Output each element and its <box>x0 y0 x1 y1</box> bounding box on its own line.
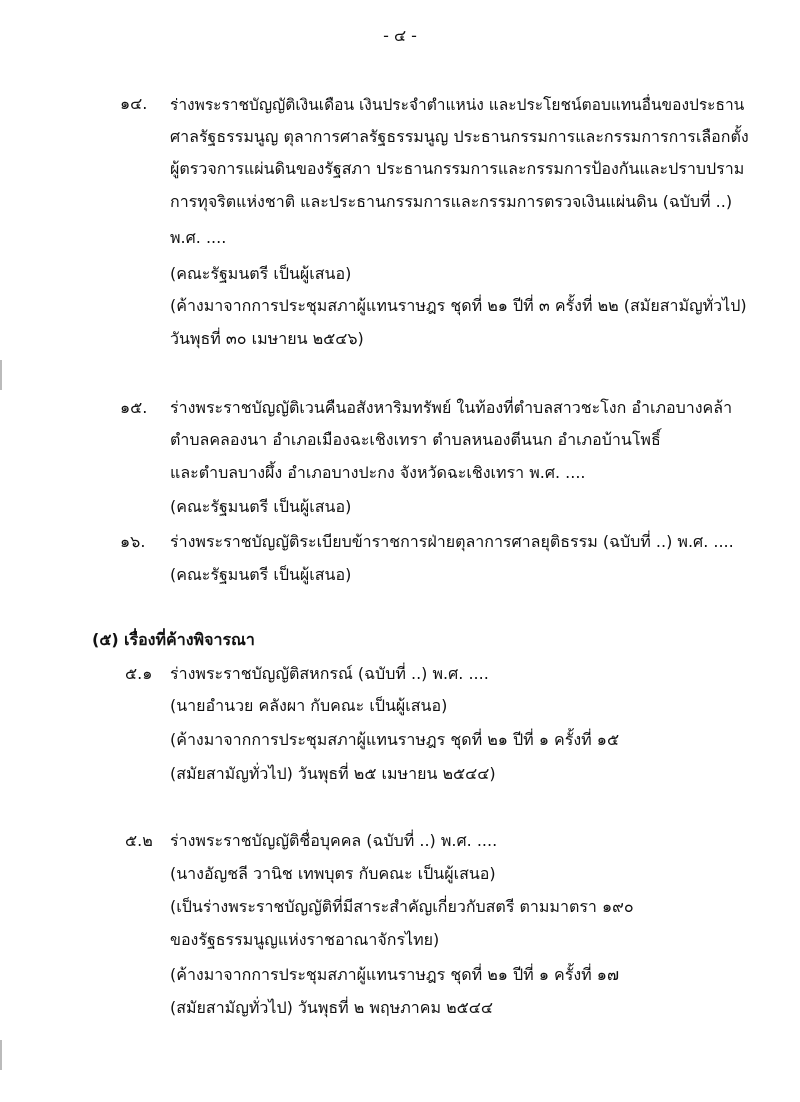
subitem-number: ๕.๑ <box>125 664 153 683</box>
section-title: เรื่องที่ค้างพิจารณา <box>124 630 255 649</box>
subitem-proposer: (นางอัญชลี วานิช เทพบุตร กับคณะ เป็นผู้เสนอ) <box>170 864 496 883</box>
scan-edge-mark <box>0 360 2 390</box>
page-number: - ๔ - <box>383 26 417 45</box>
item-number: ๑๔. <box>120 94 148 113</box>
subitem-pending-note: (สมัยสามัญทั่วไป) วันพุธที่ ๒ พฤษภาคม ๒๕๔๔ <box>170 998 493 1017</box>
item-text-line: ตำบลคลองนา อำเภอเมืองฉะเชิงเทรา ตำบลหนองตีนนก อำเภอบ้านโพธิ์ <box>170 430 661 449</box>
item-text-line: ศาลรัฐธรรมนูญ ตุลาการศาลรัฐธรรมนูญ ประธานกรรมการและกรรมการการเลือกตั้ง <box>170 127 749 146</box>
subitem-text-line: ร่างพระราชบัญญัติสหกรณ์ (ฉบับที่ ..) พ.ศ. .... <box>170 664 489 683</box>
item-text-line: ร่างพระราชบัญญัติเงินเดือน เงินประจำตำแหน่ง และประโยชน์ตอบแทนอื่นของประธาน <box>170 96 745 114</box>
section-number: (๕) <box>92 630 119 649</box>
item-proposer: (คณะรัฐมนตรี เป็นผู้เสนอ) <box>170 565 352 584</box>
item-text-line: การทุจริตแห่งชาติ และประธานกรรมการและกรรมการตรวจเงินแผ่นดิน (ฉบับที่ ..) <box>170 192 733 211</box>
subitem-number: ๕.๒ <box>125 831 153 850</box>
item-text-line: ผู้ตรวจการแผ่นดินของรัฐสภา ประธานกรรมการและกรรมการป้องกันและปราบปราม <box>170 159 745 178</box>
item-pending-note: (ค้างมาจากการประชุมสภาผู้แทนราษฎร ชุดที่ ๒๑ ปีที่ ๓ ครั้งที่ ๒๒ (สมัยสามัญทั่วไป) <box>170 296 747 315</box>
subitem-note: ของรัฐธรรมนูญแห่งราชอาณาจักรไทย) <box>170 930 440 949</box>
subitem-pending-note: (สมัยสามัญทั่วไป) วันพุธที่ ๒๕ เมษายน ๒๕๔๔) <box>170 764 496 783</box>
subitem-pending-note: (ค้างมาจากการประชุมสภาผู้แทนราษฎร ชุดที่ ๒๑ ปีที่ ๑ ครั้งที่ ๑๗ <box>170 965 619 984</box>
item-proposer: (คณะรัฐมนตรี เป็นผู้เสนอ) <box>170 497 352 516</box>
scan-edge-mark <box>0 1040 2 1070</box>
section-heading <box>92 628 255 653</box>
subitem-text-line: ร่างพระราชบัญญัติชื่อบุคคล (ฉบับที่ ..) พ.ศ. .... <box>170 831 498 850</box>
item-number: ๑๕. <box>120 398 148 417</box>
item-text-line: ร่างพระราชบัญญัติเวนคืนอสังหาริมทรัพย์ ในท้องที่ตำบลสาวชะโงก อำเภอบางคล้า <box>170 398 733 417</box>
item-text-line: พ.ศ. .... <box>170 228 227 247</box>
item-text-line: และตำบลบางผึ้ง อำเภอบางปะกง จังหวัดฉะเชิงเทรา พ.ศ. .... <box>170 463 586 482</box>
subitem-proposer: (นายอำนวย คลังผา กับคณะ เป็นผู้เสนอ) <box>170 696 448 715</box>
item-pending-note: วันพุธที่ ๓๐ เมษายน ๒๕๔๖) <box>170 329 364 348</box>
item-text-line: ร่างพระราชบัญญัติระเบียบข้าราชการฝ่ายตุลาการศาลยุติธรรม (ฉบับที่ ..) พ.ศ. .... <box>170 532 734 551</box>
subitem-note: (เป็นร่างพระราชบัญญัติที่มีสาระสำคัญเกี่ยวกับสตรี ตามมาตรา ๑๙๐ <box>170 897 634 916</box>
item-proposer: (คณะรัฐมนตรี เป็นผู้เสนอ) <box>170 264 352 283</box>
item-number: ๑๖. <box>120 532 146 551</box>
subitem-pending-note: (ค้างมาจากการประชุมสภาผู้แทนราษฎร ชุดที่ ๒๑ ปีที่ ๑ ครั้งที่ ๑๕ <box>170 730 620 749</box>
